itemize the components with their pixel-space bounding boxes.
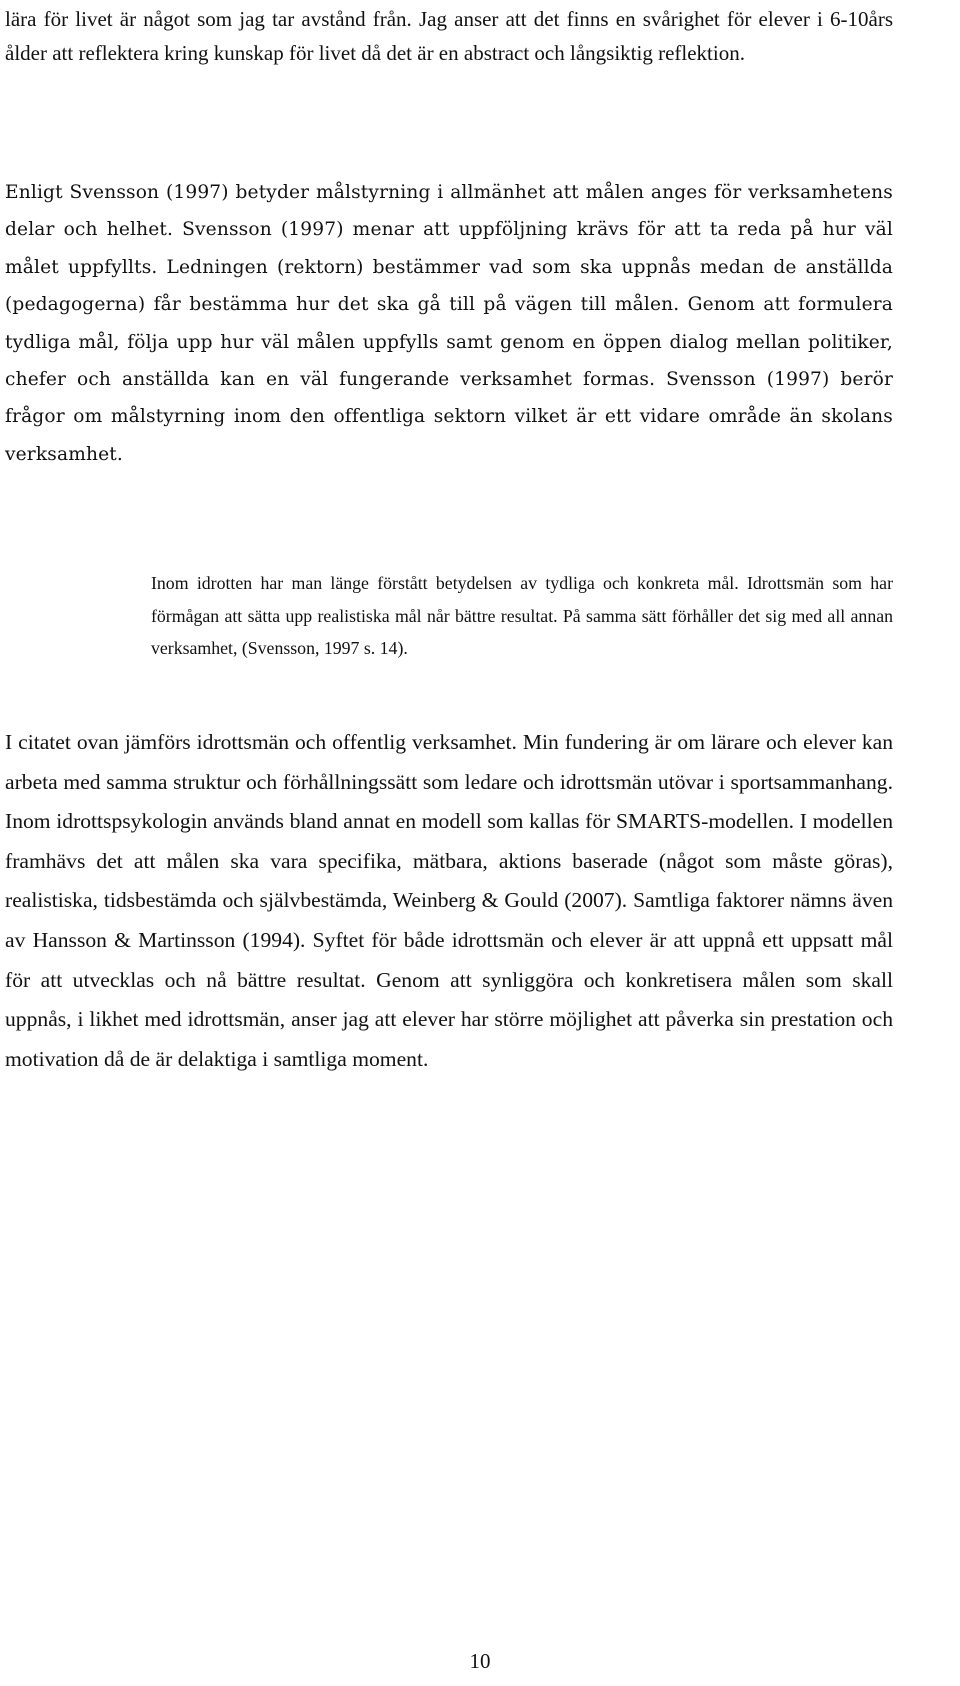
goal-management-paragraph: Enligt Svensson (1997) betyder målstyrning i allmänhet att målen anges för verksamhetens delar och helhet. Svensson (1997) menar att uppföljning krävs för att ta reda på hur väl målet uppfyllts. Ledningen (rektorn) bestämmer vad som ska uppnås medan de anställda (pedagogerna) får bestämma hur det ska gå till på vägen till målen. Genom att formulera tydliga mål, följa upp hur väl målen uppfylls samt genom en öppen dialog mellan politiker, chefer och anställda kan en väl fungerande verksamhet formas. Svensson (1997) berör frågor om målstyrning inom den offentliga sektorn vilket är ett vidare område än skolans verksamhet. [5,182,893,465]
intro-continuation-paragraph: lära för livet är något som jag tar avstånd från. Jag anser att det finns en svårighet för elever i 6-10års ålder att reflektera kring kunskap för livet då det är en abstract och långsiktig reflektion. [5,7,893,65]
page-number: 10 [469,1649,491,1673]
block-quote: Inom idrotten har man länge förstått betydelsen av tydliga och konkreta mål. Idrottsmän som har förmågan att sätta upp realistiska mål når bättre resultat. På samma sätt förhåller det sig med all annan verksamhet, (Svensson, 1997 s. 14). [151,573,893,658]
reflection-paragraph: I citatet ovan jämförs idrottsmän och offentlig verksamhet. Min fundering är om lärare och elever kan arbeta med samma struktur och förhållningssätt som ledare och idrottsmän utövar i sportsammanhang. Inom idrottspsykologin används bland annat en modell som kallas för SMARTS-modellen. I modellen framhävs det att målen ska vara specifika, mätbara, aktions baserade (något som måste göras), realistiska, tidsbestämda och självbestämda, Weinberg & Gould (2007). Samtliga faktorer nämns även av Hansson & Martinsson (1994). Syftet för både idrottsmän och elever är att uppnå ett uppsatt mål för att utvecklas och nå bättre resultat. Genom att synliggöra och konkretisera målen som skall uppnås, i likhet med idrottsmän, anser jag att elever har större möjlighet att påverka sin prestation och motivation då de är delaktiga i samtliga moment. [5,730,893,1071]
